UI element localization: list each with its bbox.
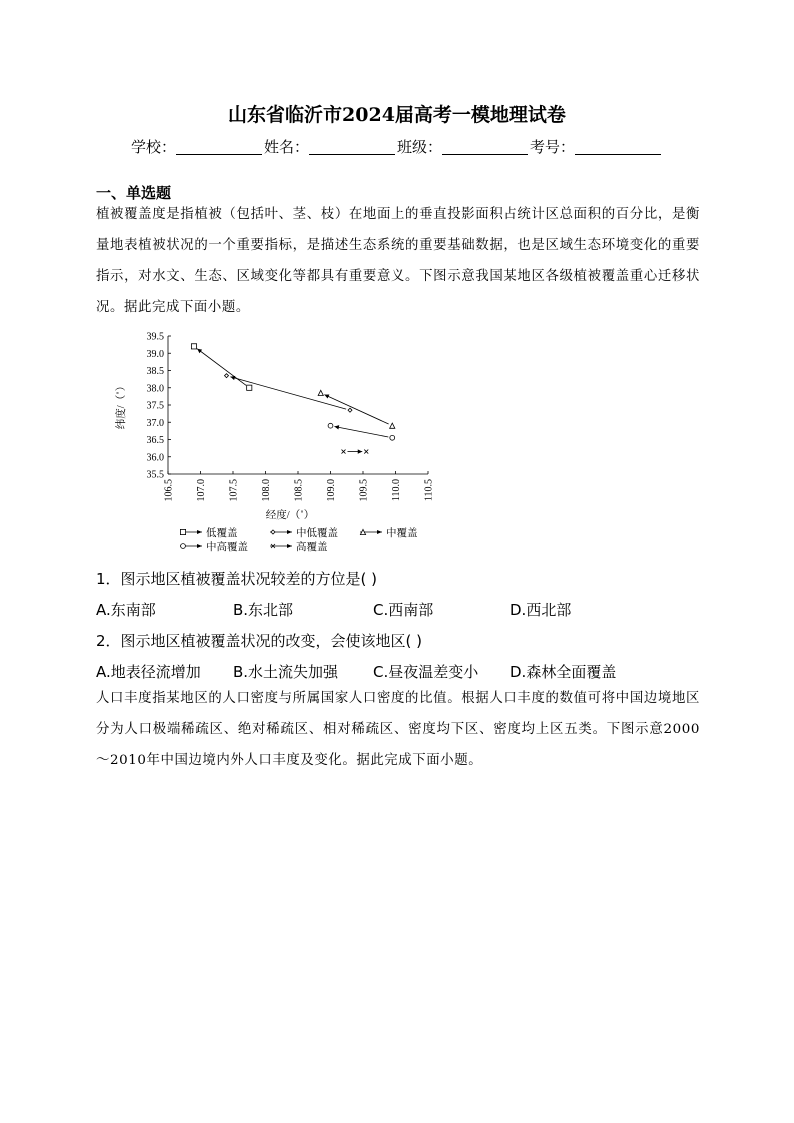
trajectory-arrowhead xyxy=(334,425,339,429)
series-4-arrow xyxy=(334,425,388,437)
school-label: 学校： xyxy=(130,138,176,156)
q2-option-d[interactable]: D.森林全面覆盖 xyxy=(510,663,617,681)
exam-no-label: 考号： xyxy=(530,138,576,156)
question-1-stem: 1．图示地区植被覆盖状况较差的方位是( ) xyxy=(96,570,378,588)
q2-option-c[interactable]: C.昼夜温差变小 xyxy=(373,663,479,681)
trajectory-line xyxy=(334,426,388,437)
question-2-stem: 2．图示地区植被覆盖状况的改变，会使该地区( ) xyxy=(96,632,423,650)
q1-option-d[interactable]: D.西北部 xyxy=(510,601,572,619)
series-3-end-point xyxy=(318,390,323,395)
x-tick-label: 109.5 xyxy=(358,479,370,502)
legend-arrowhead xyxy=(287,530,292,534)
passage-vegetation: 植被覆盖度是指植被（包括叶、茎、枝）在地面上的垂直投影面积占统计区总面积的百分比，是衡量地表植被状况的一个重要指标，是描述生态系统的重要基础数据，也是区域生态环境变化的重要指示，对水文、生态、区域变化等都具有重要意义。下图示意我国某地区各级植被覆盖重心迁移状况。据此完成下面小题。 xyxy=(96,207,700,315)
vegetation-centroid-chart xyxy=(110,326,440,556)
x-tick-label: 109.0 xyxy=(326,479,337,502)
series-2-end-point xyxy=(225,374,229,378)
legend-marker-1 xyxy=(180,529,185,534)
exam-no-field[interactable] xyxy=(575,139,661,155)
legend-label-1: 低覆盖 xyxy=(206,528,238,539)
class-label: 班级： xyxy=(397,138,443,156)
y-tick-label: 37.0 xyxy=(146,417,164,429)
x-tick-label: 107.0 xyxy=(196,479,207,502)
series-5-end-point xyxy=(364,450,368,454)
series-1-arrow xyxy=(197,349,246,386)
y-tick-label: 39.5 xyxy=(146,331,164,343)
q1-option-b[interactable]: B.东北部 xyxy=(233,601,294,619)
q1-option-c[interactable]: C.西南部 xyxy=(373,601,434,619)
series-3-arrow xyxy=(324,394,388,424)
y-axis-title: 纬度/（˚） xyxy=(116,380,127,430)
legend-label-2: 中低覆盖 xyxy=(296,528,338,539)
series-2-start-point xyxy=(348,408,352,412)
x-tick-label: 110.0 xyxy=(391,479,402,502)
series-1-start-point xyxy=(247,385,252,390)
legend-marker-2 xyxy=(271,530,275,534)
q2-option-b[interactable]: B.水土流失加强 xyxy=(233,663,339,681)
page-title: 山东省临沂市2024届高考一模地理试卷 xyxy=(228,104,566,126)
series-3-start-point xyxy=(390,423,395,428)
trajectory-line xyxy=(230,377,346,409)
series-2-arrow xyxy=(230,376,346,409)
name-label: 姓名： xyxy=(263,138,309,156)
q1-option-a[interactable]: A.东南部 xyxy=(96,601,156,619)
student-info-row xyxy=(0,136,794,157)
class-field[interactable] xyxy=(442,139,528,155)
legend-arrowhead xyxy=(197,530,202,534)
trajectory-line xyxy=(324,395,388,424)
y-tick-label: 39.0 xyxy=(146,348,164,360)
chart-legend xyxy=(180,526,418,553)
trajectory-arrowhead xyxy=(197,349,202,353)
legend-arrowhead xyxy=(197,544,202,548)
series-5-arrow xyxy=(348,449,363,453)
trajectory-arrowhead xyxy=(358,449,363,453)
school-field[interactable] xyxy=(176,139,262,155)
y-tick-label: 38.0 xyxy=(146,383,164,395)
series-4-end-point xyxy=(328,423,333,428)
trajectory-line xyxy=(197,349,246,386)
y-tick-label: 35.5 xyxy=(146,469,164,481)
y-tick-label: 38.5 xyxy=(146,366,164,377)
q2-option-a[interactable]: A.地表径流增加 xyxy=(96,663,201,681)
chart-axes xyxy=(114,332,435,522)
legend-marker-4 xyxy=(181,544,186,549)
x-tick-label: 106.5 xyxy=(163,479,175,502)
chart-marks xyxy=(191,344,394,454)
series-5-start-point xyxy=(342,450,346,454)
y-tick-label: 36.5 xyxy=(146,435,164,446)
legend-label-3: 中覆盖 xyxy=(386,528,418,539)
name-field[interactable] xyxy=(309,139,395,155)
section-heading: 一、单选题 xyxy=(96,184,172,202)
x-tick-label: 108.5 xyxy=(293,479,305,502)
y-tick-label: 37.5 xyxy=(146,400,164,412)
trajectory-arrowhead xyxy=(230,376,235,380)
series-4-start-point xyxy=(390,435,395,440)
x-tick-label: 108.0 xyxy=(261,479,272,502)
legend-arrowhead xyxy=(377,530,382,534)
x-tick-label: 110.5 xyxy=(423,479,435,502)
y-tick-label: 36.0 xyxy=(146,452,164,464)
x-tick-label: 107.5 xyxy=(228,479,240,502)
legend-label-5: 高覆盖 xyxy=(296,542,328,553)
legend-label-4: 中高覆盖 xyxy=(206,542,248,553)
legend-arrowhead xyxy=(287,544,292,548)
x-axis-title: 经度/（˚） xyxy=(265,510,315,521)
passage-population: 人口丰度指某地区的人口密度与所属国家人口密度的比值。根据人口丰度的数值可将中国边境地区分为人口极端稀疏区、绝对稀疏区、相对稀疏区、密度均下区、密度均上区五类。下图示意2000～2010年中国边境内外人口丰度及变化。据此完成下面小题。 xyxy=(96,691,700,768)
series-1-end-point xyxy=(191,344,196,349)
